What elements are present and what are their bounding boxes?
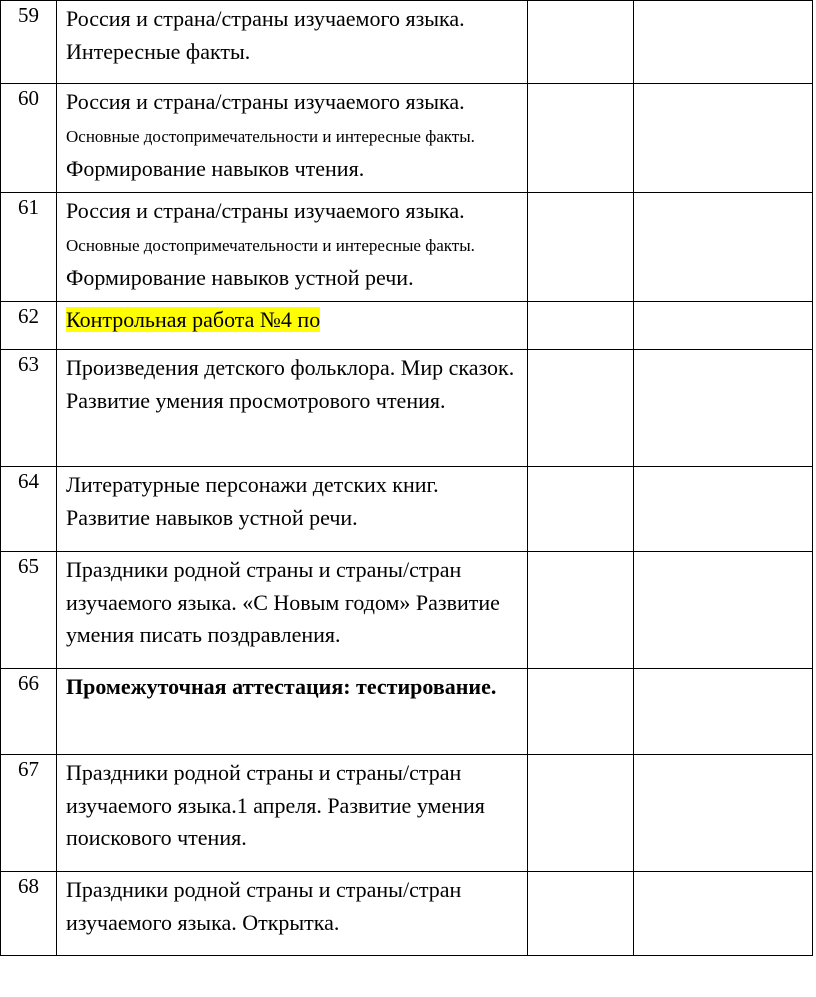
empty-cell[interactable] xyxy=(634,467,813,552)
topic-small-text: Основные достопримечательности и интересные факты. xyxy=(66,126,475,146)
topic-text: Интересные факты. xyxy=(66,38,251,64)
empty-cell[interactable] xyxy=(634,84,813,193)
empty-cell[interactable] xyxy=(528,1,634,84)
topic-small-text: Основные достопримечательности и интересные факты. xyxy=(66,235,475,255)
lesson-topic: Праздники родной страны и страны/стран изучаемого языка. «С Новым годом» Развитие умения писать поздравления. xyxy=(57,552,528,669)
empty-cell[interactable] xyxy=(634,755,813,872)
bold-topic-text: Промежуточная аттестация: тестирование. xyxy=(66,674,497,699)
table-row xyxy=(1,1,813,84)
empty-cell[interactable] xyxy=(528,350,634,467)
lesson-topic: Праздники родной страны и страны/стран изучаемого языка. Открытка. xyxy=(57,872,528,956)
lesson-number: 66 xyxy=(1,669,57,755)
lesson-topic: Произведения детского фольклора. Мир сказок. Развитие умения просмотрового чтения. xyxy=(57,350,528,467)
lesson-topic: Праздники родной страны и страны/стран изучаемого языка.1 апреля. Развитие умения поискового чтения. xyxy=(57,755,528,872)
empty-cell[interactable] xyxy=(634,1,813,84)
lesson-topic: Литературные персонажи детских книг. Развитие навыков устной речи. xyxy=(57,467,528,552)
empty-cell[interactable] xyxy=(634,193,813,302)
table-row xyxy=(1,755,813,872)
lesson-number: 59 xyxy=(1,1,57,84)
empty-cell[interactable] xyxy=(528,193,634,302)
empty-cell[interactable] xyxy=(634,552,813,669)
table-row xyxy=(1,350,813,467)
empty-cell[interactable] xyxy=(528,872,634,956)
empty-cell[interactable] xyxy=(634,350,813,467)
lesson-number: 65 xyxy=(1,552,57,669)
empty-cell[interactable] xyxy=(528,552,634,669)
lesson-number: 61 xyxy=(1,193,57,302)
empty-cell[interactable] xyxy=(634,669,813,755)
empty-cell[interactable] xyxy=(528,755,634,872)
lesson-topic xyxy=(57,193,528,302)
table-row xyxy=(1,193,813,302)
table-row xyxy=(1,669,813,755)
empty-cell[interactable] xyxy=(528,302,634,350)
empty-cell[interactable] xyxy=(528,669,634,755)
topic-text: Формирование навыков устной речи. xyxy=(66,265,414,290)
table-row xyxy=(1,552,813,669)
lesson-number: 62 xyxy=(1,302,57,350)
lesson-number: 63 xyxy=(1,350,57,467)
lesson-number: 68 xyxy=(1,872,57,956)
topic-text: Россия и страна/страны изучаемого языка. xyxy=(66,6,465,31)
topic-text: Россия и страна/страны изучаемого языка. xyxy=(66,198,465,223)
topic-text: Формирование навыков чтения. xyxy=(66,156,365,181)
lesson-number: 67 xyxy=(1,755,57,872)
topic-text: Россия и страна/страны изучаемого языка. xyxy=(66,89,465,114)
table-row xyxy=(1,467,813,552)
empty-cell[interactable] xyxy=(634,302,813,350)
lesson-topic xyxy=(57,1,528,84)
lesson-number: 64 xyxy=(1,467,57,552)
lesson-topic xyxy=(57,302,528,350)
table-row xyxy=(1,84,813,193)
table-row xyxy=(1,302,813,350)
empty-cell[interactable] xyxy=(528,467,634,552)
lesson-number: 60 xyxy=(1,84,57,193)
highlighted-topic-text: Контрольная работа №4 по xyxy=(66,307,321,332)
empty-cell[interactable] xyxy=(528,84,634,193)
empty-cell[interactable] xyxy=(634,872,813,956)
table-row xyxy=(1,872,813,956)
lesson-topic xyxy=(57,84,528,193)
lesson-topic xyxy=(57,669,528,755)
